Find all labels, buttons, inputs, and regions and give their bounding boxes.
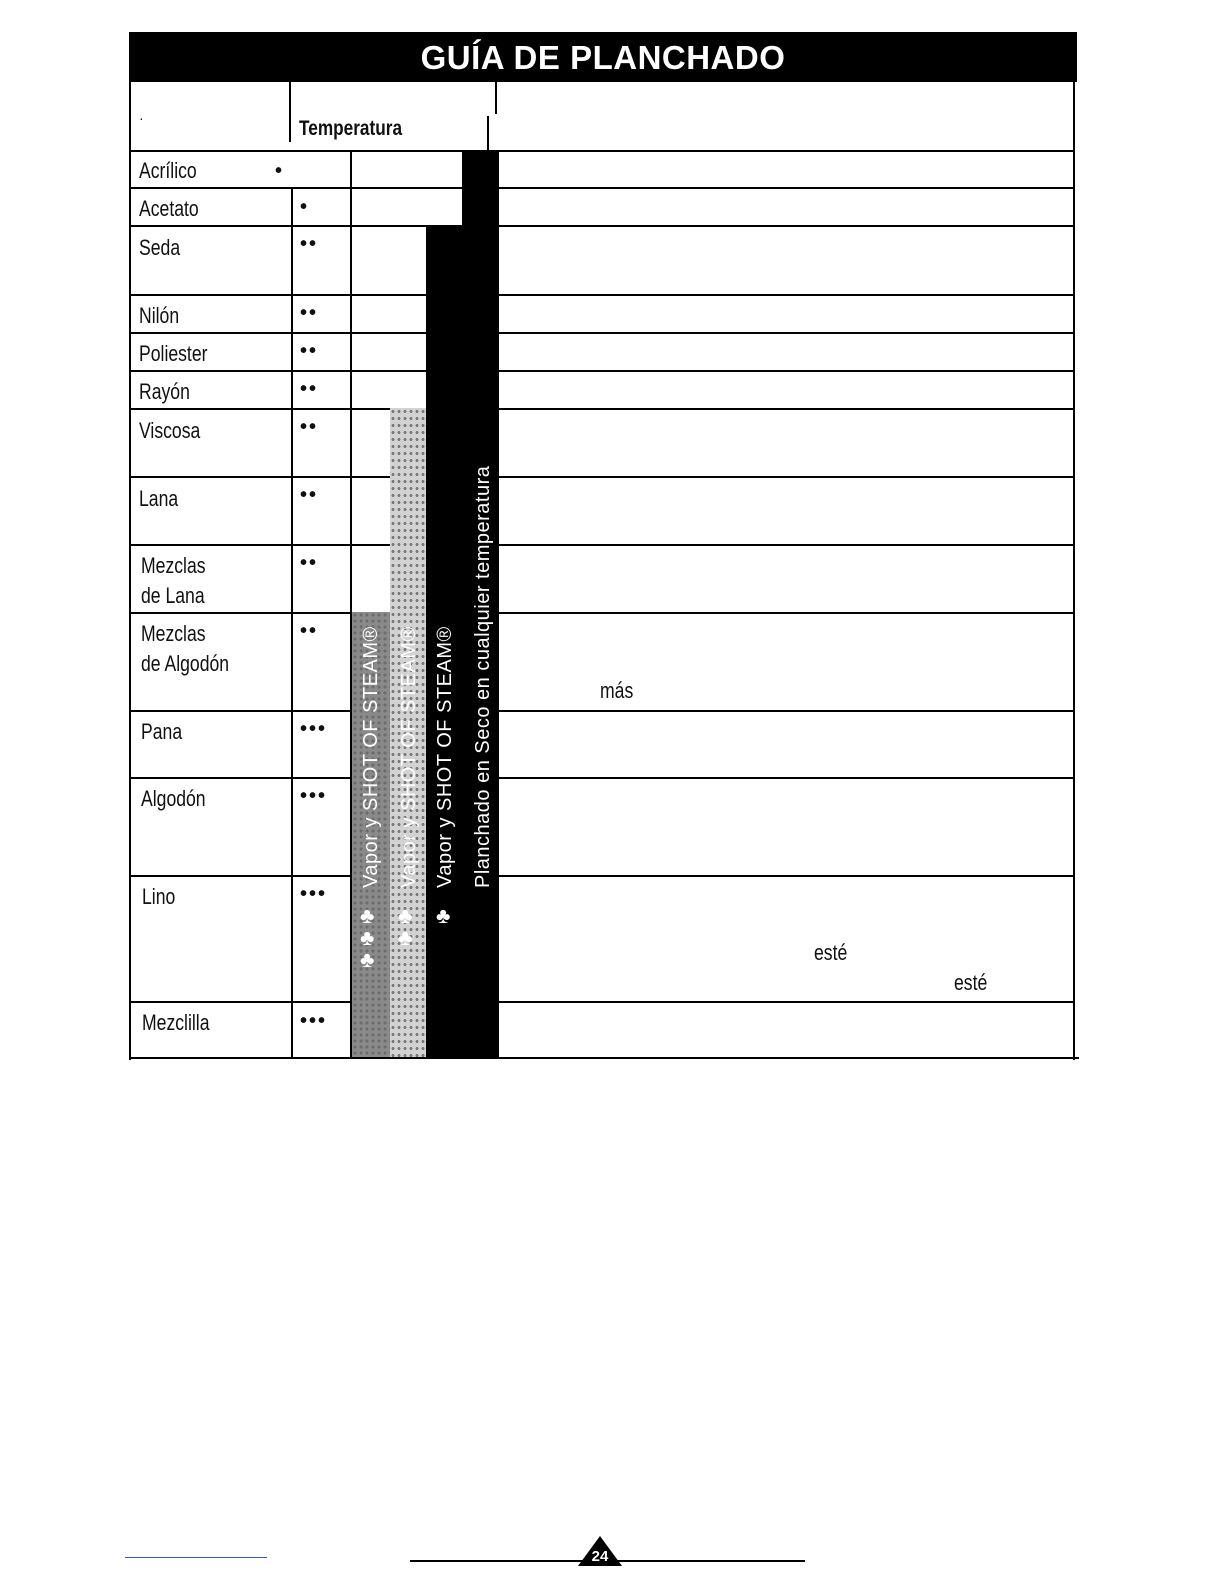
band-top-tab — [483, 150, 499, 182]
temperature-dots: ••• — [300, 883, 328, 905]
instruction-fragment: más — [600, 678, 634, 703]
fabric-name: Lana — [139, 486, 179, 511]
fabric-name: Algodón — [141, 786, 206, 811]
fabric-name-line1: Mezclas — [141, 553, 206, 578]
row-line — [131, 187, 1075, 189]
page-number: 24 — [591, 1548, 609, 1565]
temperature-dots: •• — [300, 484, 319, 506]
header-divider — [289, 82, 291, 142]
fabric-name: Nilón — [139, 303, 180, 328]
fabric-name: Viscosa — [139, 418, 201, 443]
row-line — [131, 332, 1075, 334]
steam-icon: ♣ — [436, 903, 451, 928]
temperature-dots: ••• — [300, 785, 328, 807]
column-divider — [291, 188, 293, 1058]
band4-label: Planchado en Seco en cualquier temperatura — [472, 465, 494, 888]
temperature-dots: •• — [300, 620, 319, 642]
temperature-dots: ••• — [300, 1010, 328, 1032]
fabric-name: Rayón — [139, 379, 190, 404]
row-line — [131, 408, 1075, 410]
instruction-fragment: esté — [814, 940, 848, 965]
row-line — [131, 875, 1075, 877]
band2-label: Vapor y SHOT OF STEAM® — [398, 626, 420, 888]
row-line — [131, 294, 1075, 296]
header-dot: · — [139, 110, 144, 126]
fabric-name: Lino — [142, 884, 176, 909]
header-divider — [495, 82, 497, 114]
band3-label: Vapor y SHOT OF STEAM® — [434, 626, 456, 888]
row-line — [131, 225, 1075, 227]
row-line — [131, 476, 1075, 478]
row-line — [131, 612, 1075, 614]
row-line — [131, 777, 1075, 779]
fabric-name-line2: de Lana — [141, 583, 205, 608]
fabric-name: Pana — [141, 719, 183, 744]
row-line — [131, 710, 1075, 712]
steam-icon: ♣ ♣ — [398, 903, 413, 950]
fabric-name: Poliester — [139, 341, 208, 366]
row-line — [131, 1001, 1075, 1003]
row-line — [131, 150, 1075, 152]
fabric-name — [141, 551, 206, 611]
fabric-name: Acetato — [139, 196, 199, 221]
instruction-fragment: esté — [954, 970, 988, 995]
steam-icon: ♣ ♣ ♣ — [360, 903, 375, 972]
fabric-name-line2: de Algodón — [141, 651, 230, 676]
header-divider — [487, 116, 489, 152]
band1-label: Vapor y SHOT OF STEAM® — [360, 626, 382, 888]
table-right-border — [1073, 82, 1075, 1060]
temperature-dots: • — [275, 160, 285, 182]
table-bottom-border — [131, 1057, 1079, 1059]
page-title: GUÍA DE PLANCHADO — [129, 32, 1077, 82]
fabric-name: Seda — [139, 235, 181, 260]
temperature-dots: •• — [300, 378, 319, 400]
footer-link-underline — [125, 1557, 267, 1558]
temperature-dots: • — [300, 196, 310, 218]
fabric-name — [141, 619, 229, 679]
fabric-name-line1: Mezclas — [141, 621, 206, 646]
temperature-dots: •• — [300, 340, 319, 362]
table-left-border — [129, 82, 131, 1060]
temperature-dots: ••• — [300, 718, 328, 740]
temperature-dots: •• — [300, 552, 319, 574]
fabric-name: Acrílico — [139, 158, 197, 183]
fabric-name: Mezclilla — [142, 1010, 210, 1035]
temperature-dots: •• — [300, 233, 319, 255]
temperature-dots: •• — [300, 302, 319, 324]
temperature-dots: •• — [300, 416, 319, 438]
temperature-header: Temperatura — [299, 117, 403, 140]
row-line — [131, 370, 1075, 372]
row-line — [131, 544, 1075, 546]
